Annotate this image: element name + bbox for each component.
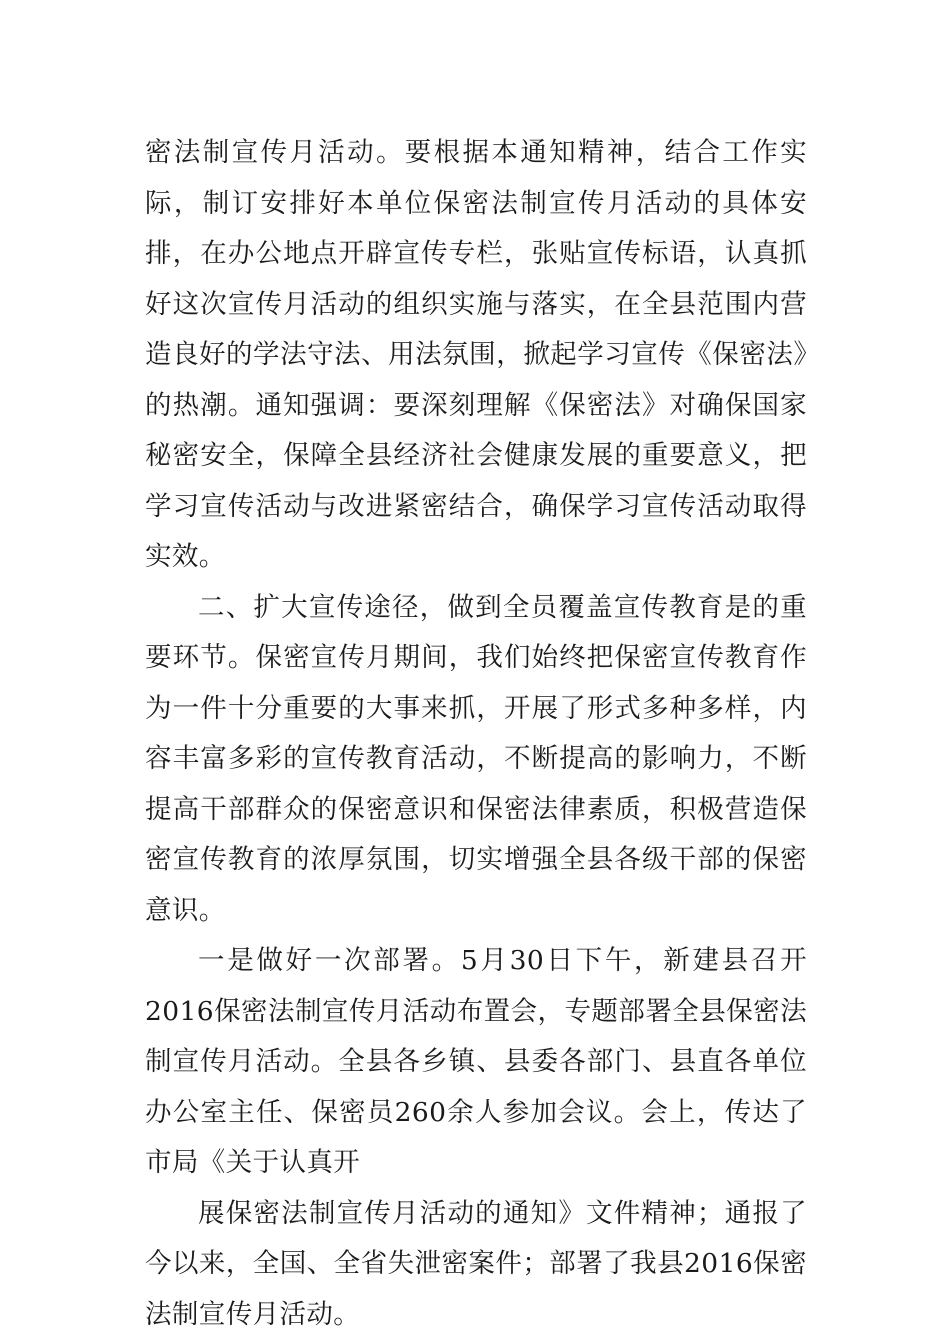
paragraph-4: 展保密法制宣传月活动的通知》文件精神；通报了今以来，全国、全省失泄密案件；部署了我县2016保密法制宣传月活动。 xyxy=(145,1197,807,1330)
paragraph-1: 密法制宣传月活动。要根据本通知精神，结合工作实际，制订安排好本单位保密法制宣传月活动的具体安排，在办公地点开辟宣传专栏，张贴宣传标语，认真抓好这次宣传月活动的组织实施与落实，在全县范围内营造良好的学法守法、用法氛围，掀起学习宣传《保密法》的热潮。通知强调：要深刻理解《保密法》对确保国家秘密安全，保障全县经济社会健康发展的重要意义，把学习宣传活动与改进紧密结合，确保学习宣传活动取得实效。 xyxy=(145,137,807,572)
paragraph-2: 二、扩大宣传途径，做到全员覆盖宣传教育是的重要环节。保密宣传月期间，我们始终把保密宣传教育作为一件十分重要的大事来抓，开展了形式多种多样，内容丰富多彩的宣传教育活动，不断提高的影响力，不断提高干部群众的保密意识和保密法律素质，积极营造保密宣传教育的浓厚氛围，切实增强全县各级干部的保密意识。 xyxy=(145,591,807,926)
document-body xyxy=(145,128,807,1340)
paragraph-3: 一是做好一次部署。5月30日下午，新建县召开2016保密法制宣传月活动布置会，专题部署全县保密法制宣传月活动。全县各乡镇、县委各部门、县直各单位办公室主任、保密员260余人参加会议。会上，传达了市局《关于认真开 xyxy=(145,945,807,1178)
